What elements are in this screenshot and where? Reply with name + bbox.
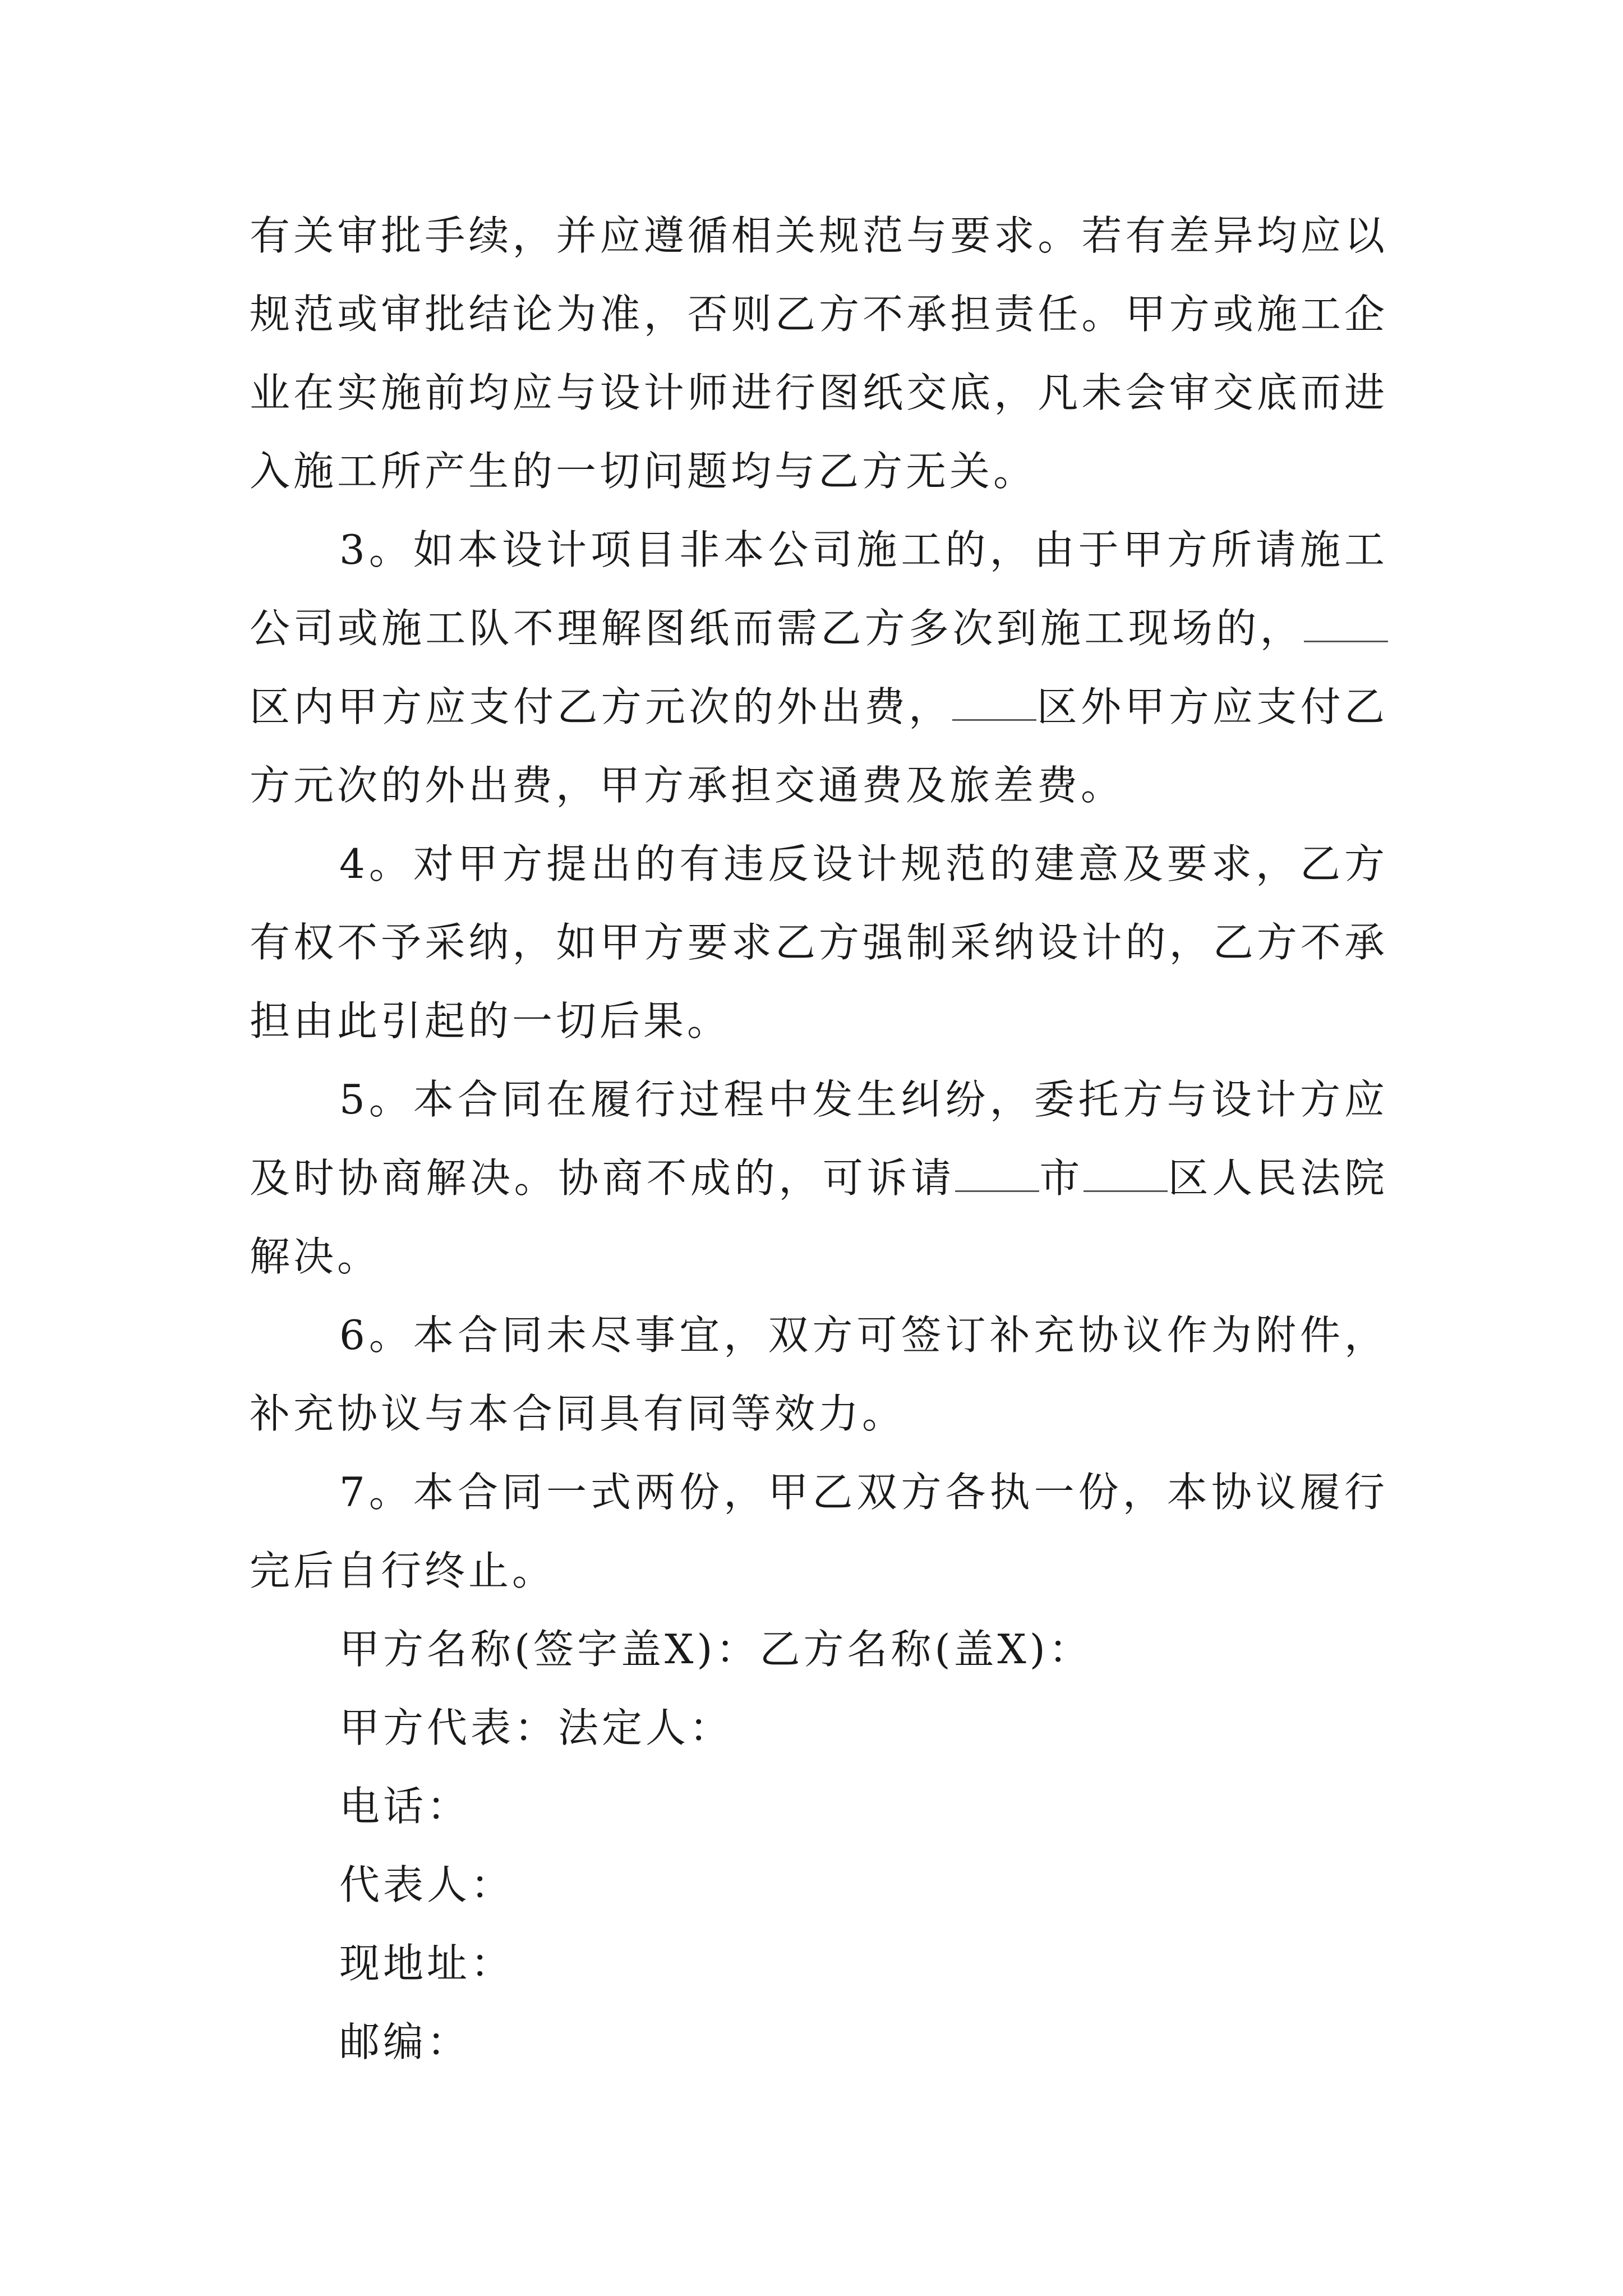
- paragraph-clause-7: 7。本合同一式两份，甲乙双方各执一份，本协议履行完后自行终止。: [250, 1469, 1388, 1594]
- signature-phone: 电话：: [339, 1783, 471, 1830]
- clause-3-text-a: 3。如本设计项目非本公司施工的，由于甲方所请施工公司或施工队不理解图纸而需乙方多次到施工现场的，: [250, 526, 1388, 652]
- clause-3-text-c: 区外甲方应支付乙方元次的外出费，甲方承担交通费及旅差费。: [250, 683, 1388, 809]
- blank-fill-line: [952, 685, 1036, 721]
- contract-body: [250, 196, 1388, 2081]
- paragraph-clause-3: [250, 510, 1388, 825]
- paragraph-clause-5: [250, 1060, 1388, 1296]
- clause-3-text-b: 区内甲方应支付乙方元次的外出费，: [250, 683, 953, 730]
- paragraph-clause-4: 4。对甲方提出的有违反设计规范的建意及要求，乙方有权不予采纳，如甲方要求乙方强制采纳设计的，乙方不承担由此引起的一切后果。: [250, 840, 1388, 1045]
- clause-5-text-a: 5。本合同在履行过程中发生纠纷，委托方与设计方应及时协商解决。协商不成的，可诉请: [250, 1076, 1388, 1202]
- signature-postcode: 邮编：: [339, 2018, 471, 2065]
- blank-fill-line: [1304, 607, 1388, 642]
- signature-representative: 甲方代表：法定人：: [339, 1704, 734, 1751]
- paragraph-clause-6: 6。本合同未尽事宜，双方可签订补充协议作为附件，补充协议与本合同具有同等效力。: [250, 1312, 1388, 1437]
- blank-fill-line: [1083, 1157, 1168, 1192]
- paragraph-approval-clause: 有关审批手续，并应遵循相关规范与要求。若有差异均应以规范或审批结论为准，否则乙方不承担责任。甲方或施工企业在实施前均应与设计师进行图纸交底，凡未会审交底而进入施工所产生的一切问题均与乙方无关。: [250, 212, 1388, 495]
- clause-5-text-b: 市: [1039, 1154, 1083, 1202]
- signature-address: 现地址：: [339, 1940, 515, 1987]
- clause-5-text-c: 区人民法院解决。: [250, 1154, 1388, 1280]
- signature-agent: 代表人：: [339, 1861, 515, 1908]
- signature-party-names: 甲方名称(签字盖X)：乙方名称(盖X)：: [339, 1626, 1092, 1673]
- blank-fill-line: [955, 1157, 1039, 1192]
